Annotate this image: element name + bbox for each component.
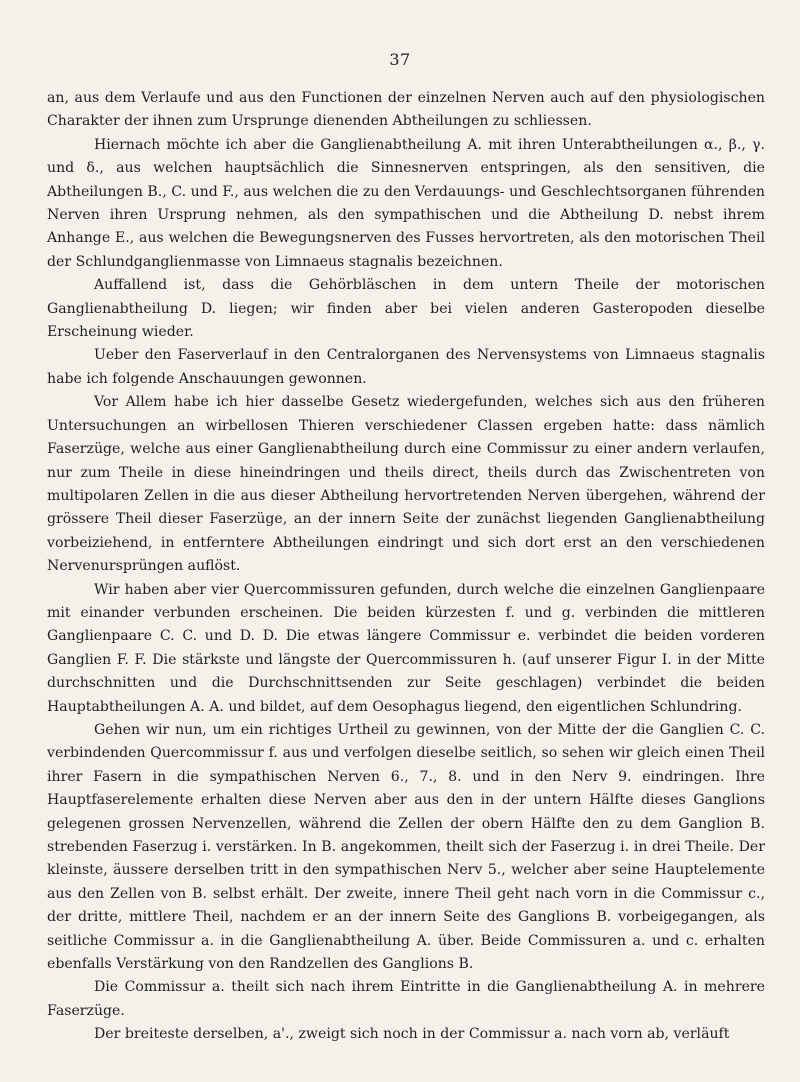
paragraph-7: Gehen wir nun, um ein richtiges Urtheil zu gewinnen, von der Mitte der die Ganglien C. C. verbindenden Quercommissur f. aus und verfolgen dieselbe seitlich, so sehen wir gleich einen Theil ihrer Fasern in die sympathischen Nerven 6., 7., 8. und in den Nerv 9. eindringen. Ihre Hauptfaserelemente erhalten diese Nerven aber aus den in der untern Hälfte dieses Ganglions gelegenen grossen Nervenzellen, während die Zellen der obern Hälfte den zu dem Ganglion B. strebenden Faserzug i. verstärken. In B. angekommen, theilt sich der Faserzug i. in drei Theile. Der kleinste, äussere derselben tritt in den sympathischen Nerv 5., welcher aber seine Hauptelemente aus den Zellen von B. selbst erhält. Der zweite, innere Theil geht nach vorn in die Commissur c., der dritte, mittlere Theil, nachdem er an der innern Seite des Ganglions B. vorbeigegangen, als seitliche Commissur a. in die Ganglienabtheilung A. über. Beide Commissuren a. und c. erhalten ebenfalls Verstärkung von den Randzellen des Ganglions B. [47,721,765,973]
paragraph-6: Wir haben aber vier Quercommissuren gefunden, durch welche die einzelnen Ganglienpaare mit einander verbunden erscheinen. Die beiden kürzesten f. und g. verbinden die mittleren Ganglienpaare C. C. und D. D. Die etwas längere Commissur e. verbindet die beiden vorderen Ganglien F. F. Die stärkste und längste der Quercommissuren h. (auf unserer Figur I. in der Mitte durchschnitten und die Durchschnittsenden zur Seite geschlagen) verbindet die beiden Hauptabtheilungen A. A. und bildet, auf dem Oesophagus liegend, den eigentlichen Schlundring. [47,581,765,715]
body-text [47,87,765,1047]
paragraph-2: Hiernach möchte ich aber die Ganglienabtheilung A. mit ihren Unterabtheilungen α., β., γ. und δ., aus welchen hauptsächlich die Sinnesnerven entspringen, als den sensitiven, die Abtheilungen B., C. und F., aus welchen die zu den Verdauungs- und Geschlechtsorganen führenden Nerven ihren Ursprung nehmen, als den sympathischen und die Abtheilung D. nebst ihrem Anhange E., aus welchen die Bewegungsnerven des Fusses hervortreten, als den motorischen Theil der Schlundganglienmasse von Limnaeus stagnalis bezeichnen. [47,136,765,270]
paragraph-4: Ueber den Faserverlauf in den Centralorganen des Nervensystems von Limnaeus stagnalis habe ich folgende Anschauungen gewonnen. [47,347,765,387]
paragraph-3: Auffallend ist, dass die Gehörbläschen in dem untern Theile der motorischen Ganglienabtheilung D. liegen; wir finden aber bei vielen anderen Gasteropoden dieselbe Erscheinung wieder. [47,277,765,341]
paragraph-9: Der breiteste derselben, a'., zweigt sich noch in der Commissur a. nach vorn ab, verläuft [94,1026,730,1043]
paragraph-1: an, aus dem Verlaufe und aus den Functionen der einzelnen Nerven auch auf den physiologischen Charakter der ihnen zum Ursprunge dienenden Abtheilungen zu schliessen. [47,90,765,130]
paragraph-8: Die Commissur a. theilt sich nach ihrem Eintritte in die Ganglienabtheilung A. in mehrere Faserzüge. [47,979,765,1019]
paragraph-5: Vor Allem habe ich hier dasselbe Gesetz wiedergefunden, welches sich aus den früheren Untersuchungen an wirbellosen Thieren verschiedener Classen ergeben hatte: dass nämlich Faserzüge, welche aus einer Ganglienabtheilung durch eine Commissur zu einer andern verlaufen, nur zum Theile in diese hineindringen und theils direct, theils durch das Zwischentreten von multipolaren Zellen in die aus dieser Abtheilung hervortretenden Nerven übergehen, während der grössere Theil dieser Faserzüge, an der innern Seite der zunächst liegenden Ganglienabtheilung vorbeiziehend, in entferntere Abtheilungen eindringt und sich dort erst an den verschiedenen Nervenursprüngen auflöst. [47,394,765,575]
page-number: 37 [389,50,411,69]
